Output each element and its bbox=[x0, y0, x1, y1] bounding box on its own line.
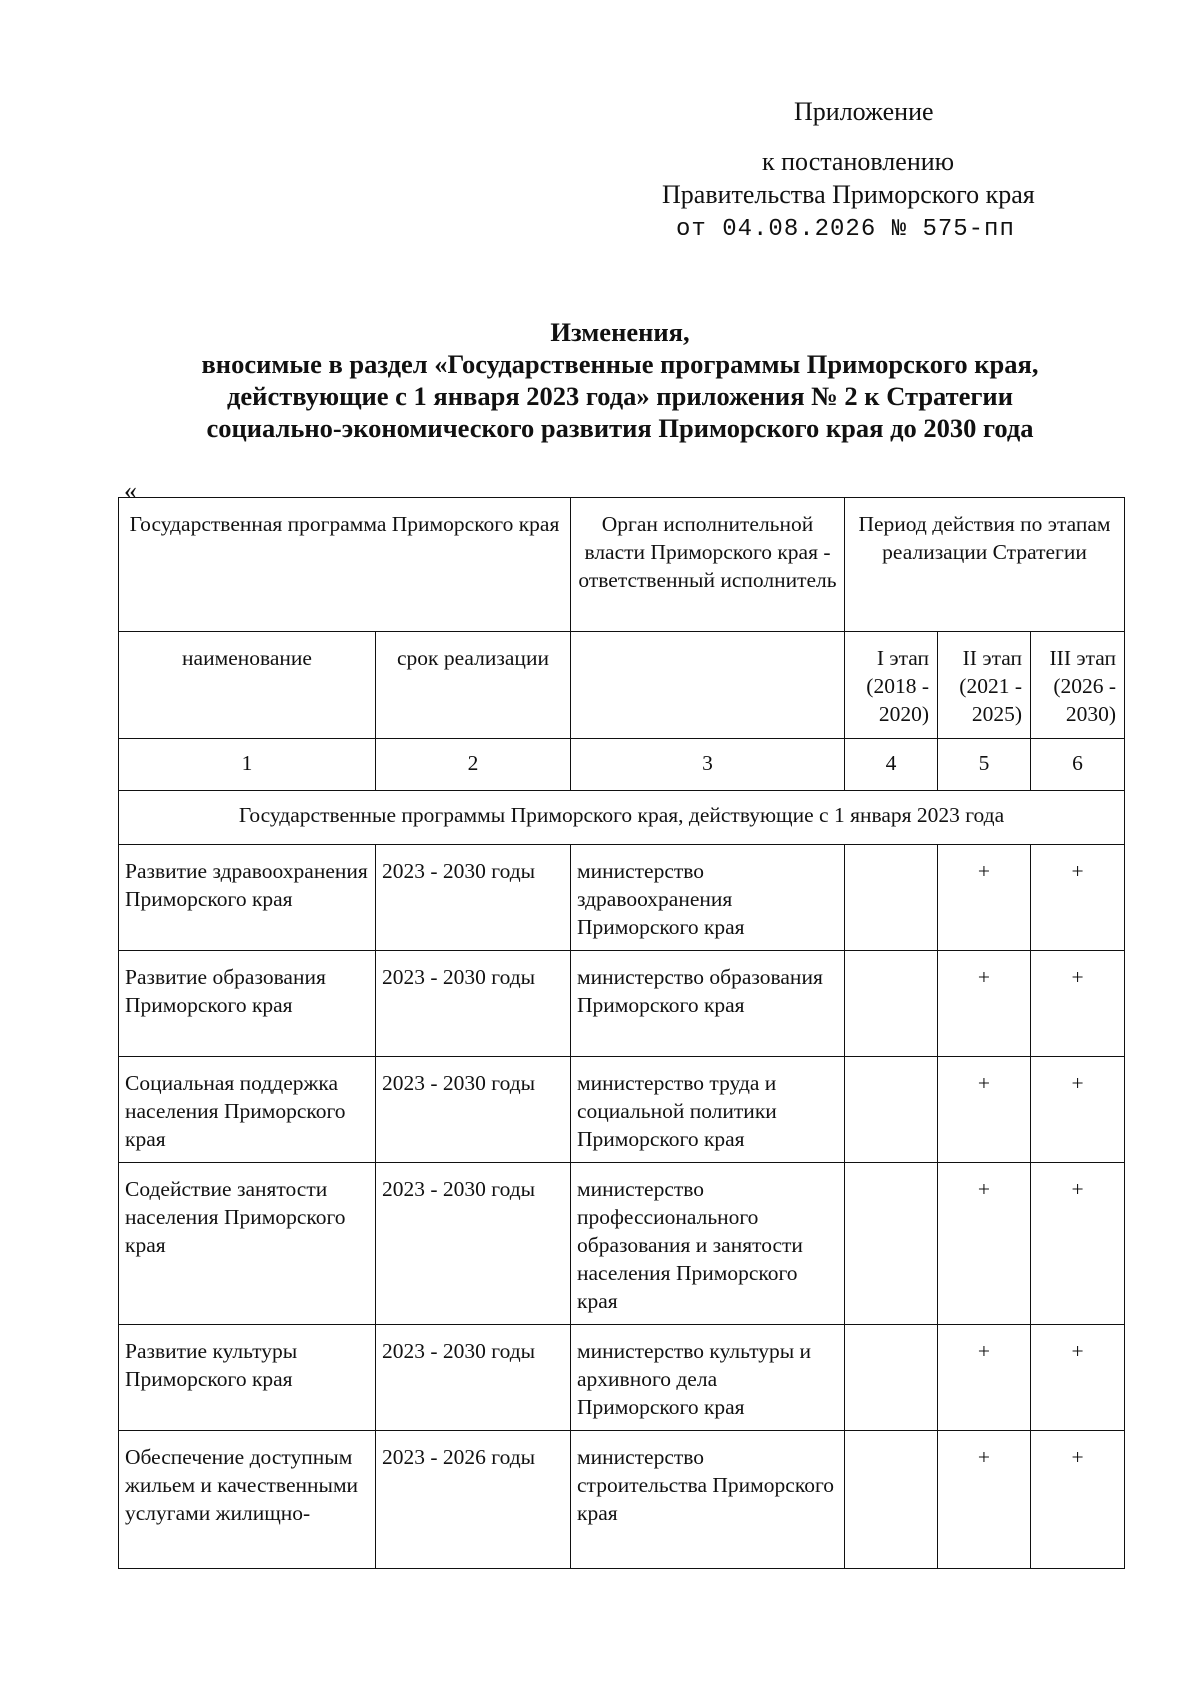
stage-2-mark: + bbox=[938, 1431, 1031, 1569]
appendix-title: Приложение bbox=[794, 97, 934, 126]
header-row-sub bbox=[119, 632, 1125, 739]
stage-3-mark: + bbox=[1031, 951, 1125, 1057]
stage-1-mark bbox=[845, 845, 938, 951]
header-authority: Орган исполнительной власти Приморского края - ответственный исполнитель bbox=[571, 498, 845, 632]
document-heading bbox=[120, 316, 1120, 444]
stage-2-mark: + bbox=[938, 951, 1031, 1057]
heading-line-3: действующие с 1 января 2023 года» приложения № 2 к Стратегии bbox=[227, 381, 1013, 411]
stage-2-mark: + bbox=[938, 845, 1031, 951]
program-authority-cell: министерство культуры и архивного дела Приморского края bbox=[571, 1325, 845, 1431]
opening-quote-mark: « bbox=[124, 476, 137, 505]
program-term-cell: 2023 - 2030 годы bbox=[376, 845, 571, 951]
section-row bbox=[119, 791, 1125, 845]
program-name-cell: Содействие занятости населения Приморского края bbox=[119, 1163, 376, 1325]
program-term-cell: 2023 - 2030 годы bbox=[376, 951, 571, 1057]
stage-1-mark bbox=[845, 1325, 938, 1431]
stage-1-mark bbox=[845, 1057, 938, 1163]
program-authority-cell: министерство образования Приморского края bbox=[571, 951, 845, 1057]
header-blank bbox=[571, 632, 845, 739]
table-row bbox=[119, 1431, 1125, 1569]
stage-2-mark: + bbox=[938, 1325, 1031, 1431]
stage-2-mark: + bbox=[938, 1163, 1031, 1325]
header-program: Государственная программа Приморского края bbox=[119, 498, 571, 632]
table-row bbox=[119, 1325, 1125, 1431]
stage-1-mark bbox=[845, 1431, 938, 1569]
heading-line-4: социально-экономического развития Приморского края до 2030 года bbox=[206, 413, 1034, 443]
column-number: 1 bbox=[119, 739, 376, 791]
stage-3-mark: + bbox=[1031, 1163, 1125, 1325]
stage-3-mark: + bbox=[1031, 1057, 1125, 1163]
program-authority-cell: министерство строительства Приморского края bbox=[571, 1431, 845, 1569]
program-authority-cell: министерство здравоохранения Приморского края bbox=[571, 845, 845, 951]
program-term-cell: 2023 - 2030 годы bbox=[376, 1325, 571, 1431]
column-number: 4 bbox=[845, 739, 938, 791]
program-name-cell: Социальная поддержка населения Приморского края bbox=[119, 1057, 376, 1163]
program-name-cell: Развитие образования Приморского края bbox=[119, 951, 376, 1057]
column-number: 5 bbox=[938, 739, 1031, 791]
stage-3-mark: + bbox=[1031, 845, 1125, 951]
header-stage-3: III этап (2026 - 2030) bbox=[1031, 632, 1125, 739]
program-term-cell: 2023 - 2030 годы bbox=[376, 1057, 571, 1163]
heading-line-1: Изменения, bbox=[550, 317, 690, 347]
header-stage-1: I этап (2018 - 2020) bbox=[845, 632, 938, 739]
programs-table bbox=[118, 497, 1125, 1569]
header-period: Период действия по этапам реализации Стратегии bbox=[845, 498, 1125, 632]
column-number: 6 bbox=[1031, 739, 1125, 791]
header-row-top bbox=[119, 498, 1125, 632]
program-name-cell: Развитие здравоохранения Приморского края bbox=[119, 845, 376, 951]
header-name: наименование bbox=[119, 632, 376, 739]
stage-3-mark: + bbox=[1031, 1431, 1125, 1569]
section-title: Государственные программы Приморского края, действующие с 1 января 2023 года bbox=[119, 791, 1125, 845]
header-term: срок реализации bbox=[376, 632, 571, 739]
program-authority-cell: министерство профессионального образования и занятости населения Приморского края bbox=[571, 1163, 845, 1325]
stage-1-mark bbox=[845, 1163, 938, 1325]
table-row bbox=[119, 951, 1125, 1057]
appendix-line-1: к постановлению bbox=[762, 147, 955, 176]
stage-2-mark: + bbox=[938, 1057, 1031, 1163]
column-number-row bbox=[119, 739, 1125, 791]
stage-3-mark: + bbox=[1031, 1325, 1125, 1431]
appendix-line-2: Правительства Приморского края bbox=[662, 180, 1035, 209]
table-row bbox=[119, 1057, 1125, 1163]
table-row bbox=[119, 1163, 1125, 1325]
column-number: 2 bbox=[376, 739, 571, 791]
program-authority-cell: министерство труда и социальной политики Приморского края bbox=[571, 1057, 845, 1163]
program-name-cell: Обеспечение доступным жильем и качественными услугами жилищно- bbox=[119, 1431, 376, 1569]
column-number: 3 bbox=[571, 739, 845, 791]
appendix-date-number: от 04.08.2026 № 575-пп bbox=[676, 216, 1015, 243]
stage-1-mark bbox=[845, 951, 938, 1057]
program-term-cell: 2023 - 2030 годы bbox=[376, 1163, 571, 1325]
program-name-cell: Развитие культуры Приморского края bbox=[119, 1325, 376, 1431]
heading-line-2: вносимые в раздел «Государственные программы Приморского края, bbox=[201, 349, 1039, 379]
table-row bbox=[119, 845, 1125, 951]
header-stage-2: II этап (2021 - 2025) bbox=[938, 632, 1031, 739]
program-term-cell: 2023 - 2026 годы bbox=[376, 1431, 571, 1569]
